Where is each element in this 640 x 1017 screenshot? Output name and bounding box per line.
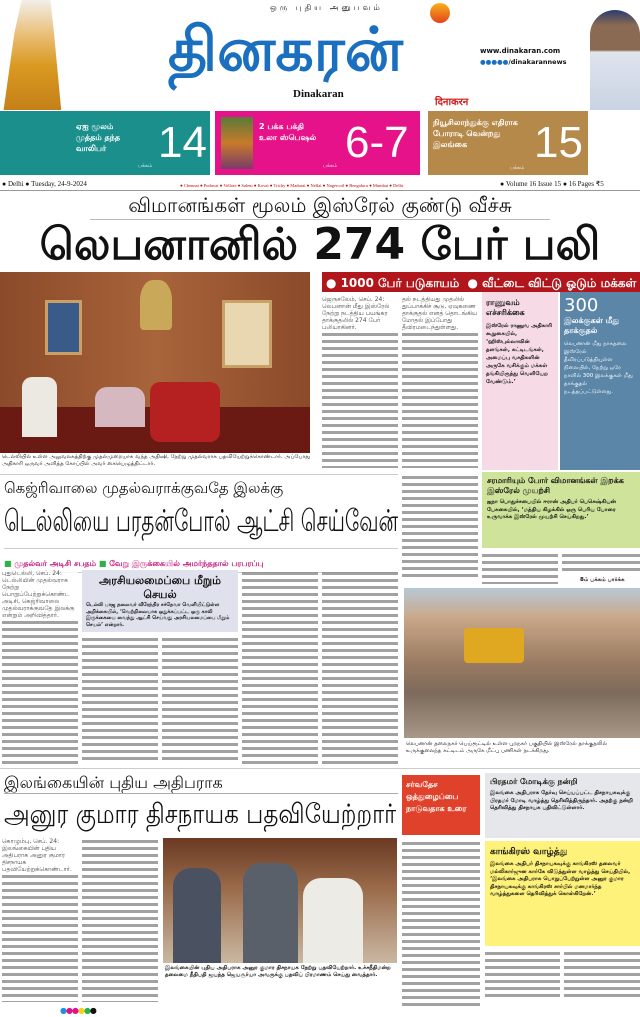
bullet: ■	[98, 559, 107, 568]
cmyk-registration-marks: ●●●●●●	[60, 1006, 96, 1015]
lead-col-3	[402, 474, 478, 580]
subhead-2: வேறு இருக்கையில் அமர்ந்ததால் பரபரப்பு	[109, 559, 264, 568]
masthead-english-name: Dinakaran	[293, 88, 344, 100]
delhi-kicker: கெஜ்ரிவாலை முதல்வராக்குவதே இலக்கு	[4, 479, 284, 497]
lead-col-4	[482, 552, 558, 584]
section-divider	[0, 474, 398, 475]
delhi-kicker-wrap	[4, 478, 398, 498]
srilanka-headline-wrap	[4, 797, 396, 833]
masthead-tagline: ஒரு புதிய அனுபவம்	[270, 3, 383, 12]
issue-info: ● Volume 16 Issue 15 ● 16 Pages ₹5	[500, 180, 604, 188]
lead-bar: ● 1000 பேர் படுகாயம் ● வீட்டை விட்டு ஓடும் மக்கள்	[326, 276, 637, 290]
page-number: 15	[534, 118, 583, 167]
delhi-col-3	[162, 636, 238, 764]
page-number: 14	[158, 118, 207, 167]
lead-col-5	[562, 552, 640, 574]
teaser-text: நியூசிலாந்துக்கு எதிராக போராடி வென்றது இலங்கை	[433, 118, 518, 149]
box-text: இலங்கை அதிபர் திசநாயகவுக்கு காங்கிரஸ் தலைவர் மல்லிகார்ஜுன கார்கே விடுத்துள்ள வாழ்த்து செய்தியில், ‘இலங்கை அதிபராக பொறுப்பேற்றுள்ள அனுர குமார திசநாயகவுக்கு காங்கிரஸ் சார்பில் மனமார்ந்த வாழ்த்துகளை தெரிவித்துக் கொள்கிறேன்.’	[490, 861, 631, 897]
deity-thumbnail	[221, 117, 253, 169]
congress-box	[485, 841, 640, 946]
lead-headline-wrap	[10, 221, 630, 269]
delhi-body-text: புதுடெல்லி, செப். 24: டெல்லியின் முதல்வராக நேற்று பொறுப்பேற்றுக்கொண்ட அடிசி, கெஜ்ரிவாலை முதல்வராக்குவதே இலக்கு என்றும் அறிவித்தார்.	[2, 570, 78, 619]
lead-kicker: விமானங்கள் மூலம் இஸ்ரேல் குண்டு வீச்சு	[128, 193, 512, 217]
constitution-inset	[82, 570, 238, 632]
photo-caption: இலங்கையின் புதிய அதிபராக அனுர குமார திசநாயக நேற்று பதவியேற்றார். உச்சநீதிமன்ற தலைமை நீதிபதி ஜயந்த ஜெயசூர்யா அவருக்கு பதவிப் பிரமாணம் செய்து வைத்தார்.	[165, 965, 391, 978]
targets-box	[560, 292, 640, 470]
box-text: ஐநா பொதுச்சபையில் ஈரான் அதிபர் பெசெஷ்கியன் பேசுகையில், ‘மத்திய கிழக்கில் ஒரு பெரிய போரை உருவாக்க இஸ்ரேல் முயற்சி செய்கிறது.’	[487, 499, 617, 520]
beirut-rubble-photo	[404, 588, 640, 738]
city: Delhi	[7, 180, 24, 188]
sl-col-1	[2, 838, 78, 1002]
delhi-col-1	[2, 570, 78, 764]
delhi-col-4	[242, 570, 318, 764]
page-label: பக்கம்	[323, 163, 338, 169]
modi-thanks-box	[485, 773, 640, 838]
box-title: காங்கிரஸ் வாழ்த்து	[490, 847, 568, 857]
teaser-1[interactable]	[0, 111, 210, 175]
teaser-3[interactable]	[428, 111, 588, 175]
cricketer-photo	[590, 10, 640, 110]
hindi-name: दिनाकरन	[435, 97, 469, 108]
swearing-in-photo	[163, 838, 397, 963]
inset-title: அரசியலமைப்பை மீறும் செயல்	[99, 574, 221, 601]
sl-col-2	[82, 838, 158, 1002]
box-title: பிரதமர் மோடிக்கு நன்றி	[490, 777, 578, 786]
editions: ● Chennai ● Puduvai ● Vellore ● Salem ● Kovai ● Trichy ● Madurai ● Nellai ● Nagercoil ● Bengaluru ● Mumbai ● Delhi	[180, 183, 404, 188]
social-handle[interactable]: ●●●●●/dinakarannews	[480, 58, 567, 66]
logo-wrap	[168, 16, 468, 84]
box-title: இலக்குகள் மீது தாக்குதல்	[564, 316, 620, 335]
page-label: பக்கம்	[510, 165, 525, 171]
delhi-headline-wrap	[4, 502, 398, 542]
masthead-logo: தினகரன்	[168, 17, 403, 83]
price: ₹5	[595, 180, 604, 188]
box-number: 300	[564, 295, 599, 316]
bullet: ■	[4, 559, 12, 568]
sl-col-7	[485, 950, 560, 1000]
model-photo	[0, 0, 72, 110]
intl-cooperation-box: சர்வதேச ஒத்துழைப்பை நாடுவதாக உரை	[402, 775, 480, 835]
pages: 16 Pages	[568, 180, 594, 188]
delhi-middle	[82, 570, 238, 764]
srilanka-kicker-wrap	[4, 773, 398, 794]
delhi-cols-2-3	[82, 636, 238, 764]
page-label: பக்கம்	[138, 163, 153, 169]
lead-col-1	[322, 296, 398, 468]
social-icons: ●●●●●	[480, 58, 509, 66]
sl-body-text: கொழும்பு, செப். 24: இலங்கையின் புதிய அதிபராக அனுர குமார திசநாயக பதவியேற்றுக்கொண்டார்.	[2, 838, 78, 873]
continued-link[interactable]: 8ம் பக்கம் பார்க்க	[580, 577, 625, 583]
photo-caption: லெபனான் தலைநகர் பெய்ரூட்டில் உள்ள புறநகர் பகுதியில் இஸ்ரேல் தாக்குதலில் உருக்குலைந்த கட்டிடம் அருகே மீட்பு பணிகள் நடக்கிறது.	[406, 741, 608, 754]
inset-text: டெல்லி பாஜ தலைவர் வீரேந்திர சச்தேவா வெளியிட்டுள்ள அறிக்கையில், ‘வெற்றிலையாக ஒதுக்கப்பட்ட ஒரு காலி இருக்கையை வைத்து ஆட்சி செய்வது அரசியலமைப்பை மீறும் செயல்’ என்றார்.	[86, 602, 230, 628]
box-text: இலங்கை அதிபராக தேர்வு செய்யப்பட்ட திசநாயகவுக்கு பிரதமர் மோடி வாழ்த்து தெரிவித்திருந்தார். அதற்கு நன்றி தெரிவித்து திசநாயக பதிவிட்டுள்ளார்.	[490, 790, 633, 811]
delhi-headline: டெல்லியை பரதன்போல் ஆட்சி செய்வேன்	[4, 504, 399, 539]
delhi-col-5	[322, 570, 398, 764]
teaser-text: 2 பக்க பக்தி உலா ஸ்பெஷல்	[259, 122, 317, 142]
date: Tuesday, 24-9-2024	[31, 180, 87, 188]
delhi-subheads-line	[4, 558, 263, 569]
army-warning-box	[482, 292, 558, 470]
teaser-text: ஏஐ மூலம் முத்தம் தந்த வாலிபர்	[76, 122, 121, 153]
box-title: சரமாரியும் போர் விமானங்கள் இறக்க இஸ்ரேல் முயற்சி	[487, 476, 624, 495]
page-number-wrap	[345, 119, 417, 167]
editions-wrap	[180, 180, 490, 190]
section-divider	[0, 768, 640, 769]
box-title: ராணுவம் எச்சரிக்கை	[486, 298, 525, 317]
page-number: 6-7	[345, 118, 409, 167]
srilanka-headline: அனுர குமார திசநாயக பதவியேற்றார்	[4, 799, 397, 830]
subhead-1: முதல்வர் அடிசி சபதம்	[14, 559, 97, 568]
iran-box	[482, 472, 640, 548]
photo-caption: டெல்லியில் உள்ள அலுவலகத்திற்கு முதல்முறையாக வந்த அதிஷி, நேற்று முதல்வராக பதவியேற்றுக்கொண்டார். அப்போது அதிகாரி ஒருவர் அளித்த கோப்பில் அவர் கையெழுத்திட்டார்.	[2, 454, 311, 467]
dateline-place: ● Delhi ● Tuesday, 24-9-2024	[2, 180, 87, 188]
sl-col-8	[564, 950, 640, 1000]
lead-body-text: ஜெருசலேம், செப். 24: லெபனான் மீது இஸ்ரேல் நேற்று நடத்திய பயங்கர தாக்குதலில் 274 பேர் பலியாகினர்.	[322, 296, 398, 331]
box-text: லெபனான் மீது நாசுதலை இஸ்ரேல் தீவிரப்படுத்தியுள்ள நிலையில், நேற்று ஒரே நாளில் 300 இலக்குகள் மீது தாக்குதல் நடத்தப்பட்டுள்ளது.	[564, 341, 633, 395]
delhi-col-2	[82, 636, 158, 764]
volume: Volume 16 Issue 15	[505, 180, 562, 188]
dateline	[0, 179, 640, 191]
website-link[interactable]: www.dinakaran.com	[480, 47, 561, 55]
lead-bar-wrap	[322, 272, 640, 292]
teaser-2[interactable]	[215, 111, 420, 175]
srilanka-kicker: இலங்கையின் புதிய அதிபராக	[4, 773, 223, 792]
sl-col-6	[402, 840, 480, 1008]
lead-col-2	[402, 296, 478, 468]
box-text: இஸ்ரேல் ராணுவ அதிகாரி கூறுகையில், ‘ஹிஸ்புல்லாவின் தளங்கள், கட்டிடங்கள், அமைப்பு வசதிகளின் அருகே வசிக்கும் மக்கள் தங்கியிருந்து வெளியேற வேண்டும்.’	[486, 323, 553, 385]
atishi-photo	[0, 272, 310, 453]
lead-headline: லெபனானில் 274 பேர் பலி	[39, 219, 601, 270]
lead-body-text: தல் நடத்தியது முதலில் துப்பாக்கிச் சூடு, ஏவுகணை தாக்குதல் எனத் தொடங்கிய மோதல் இப்போது தீவிரமடைந்துள்ளது.	[402, 296, 478, 331]
